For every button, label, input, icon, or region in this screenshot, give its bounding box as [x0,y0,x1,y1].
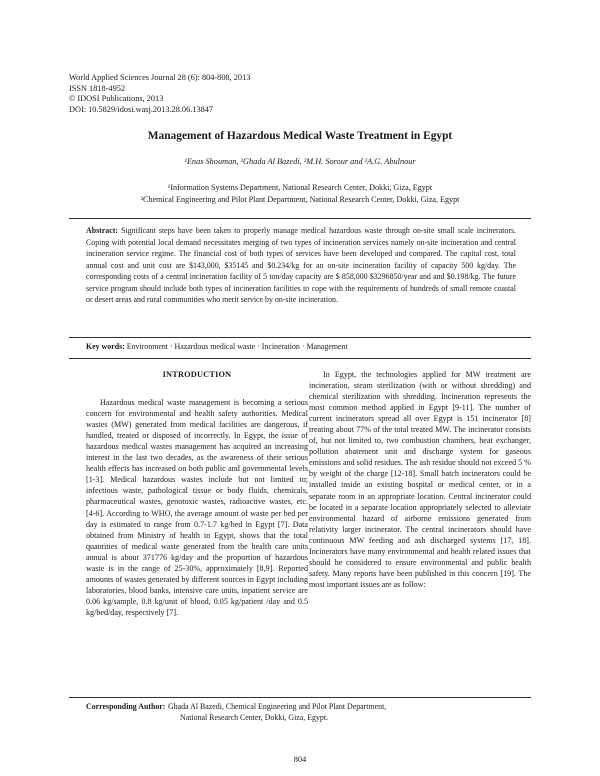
abstract [86,225,516,306]
affiliation-1: ¹Information Systems Department, National Research Center, Dokki, Giza, Egypt [167,183,433,192]
issn: ISSN 1818-4952 [69,83,126,93]
paper-title: Management of Hazardous Medical Waste Treatment in Egypt [147,130,453,142]
corresponding-author [86,701,526,723]
divider-bottom [69,358,531,359]
footnote-divider [69,697,531,698]
keywords-text: Environment · Hazardous medical waste · Incineration · Management [126,342,348,351]
section-heading-introduction: INTRODUCTION [162,370,232,379]
abstract-text: Significant steps have been taken to properly manage medical hazardous waste through on-site small scale incinerators. Coping with potential local demand necessitates merging of two types of incineration services namely on-site incineration and central incineration service regime. The financial cost of both types of services have been developed and compared. The capital cost, total annual cost and unit cost are $143,000, $35145 and $0.234/kg for an on-site incineration facility of capacity 500 kg/day. The corresponding costs of a central incineration facility of 5 ton/day capacity are $ 858,000 $3296850/year and and $0.198/kg. The future service program should include both types of incineration facilities to cope with the requirements of hundreds of small remote coastal or desert areas and rural communities who merit service by on-site incineration. [86,226,516,304]
intro-paragraph-1: Hazardous medical waste management is becoming a serious concern for environmental and health safety authorities. Medical wastes (MW) generated from medical facilities are dangerous, if handled, treated or disposed of incorrectly. In Egypt, the issue of hazardous medical wastes management has acquired an increasing interest in the last two decades, as the awareness of their serious health effects has increased on both public and governmental levels [1-3]. Medical hazardous wastes include but not limited to; infectious waste, pathological tissue or body fluids, chemicals, pharmaceutical wastes, genotoxic wastes, radioactive wastes, etc. [4-6]. According to WHO, the average amount of waste per bed per day is estimated to range from 0.7-1.7 kg/bed in Egypt [7]. Data obtained from Ministry of health in Egypt, shows that the total quantities of medical waste generated from the health care units annual is about 371776 kg/day and the proportion of hazardous waste is in the range of 25-30%, approximately [8,9]. Reported amounts of wastes generated by different sources in Egypt including laboratories, blood banks, intensive care units, inpatient service are 0.06 kg/sample, 0.8 kg/unit of blood, 0.05 kg/patient /day and 0.5 kg/bed/day, respectively [7]. [86,398,308,617]
left-column [86,369,308,618]
abstract-label: Abstract: [86,226,118,235]
corresponding-label: Corresponding Author: [86,702,166,711]
corresponding-details [168,701,508,723]
journal-header [69,73,369,115]
author-list: ¹Enas Shouman, ²Ghada Al Bazedi, ²M.H. Sorour and ²A.G. Abulnour [184,157,416,166]
intro-paragraph-2: In Egypt, the technologies applied for MW treatment are incineration, steam sterilization (with or without shredding) and chemical sterilization with shredding. Incineration represents the most common method applied in Egypt [9-11]. The number of current incinerators spread all over Egypt is 151 incinerator [8] treating about 77% of the total treated MW. The incinerator consists of, but not limited to, two combustion chambers, heat exchanger, pollution abatement unit and discharge system for gaseous emissions and solid residues. The ash residue should not exceed 5 % by weight of the charge [12-18]. Small batch incinerators could be installed inside an existing hospital or medical center, or in a separate room in an appropriate location. Central incinerator could be located in a separate location appropriately selected to alleviate environmental hazard of airborne emissions generated from relativity larger incinerator. The central incinerators should have continuous MW feeding and ash discharged systems [17, 18]. Incinerators have many environmental and health related issues that should be considered to ensure environmental and public health safety. Many reports have been published in this concern [19]. The most important issues are as follow: [309,370,531,589]
keywords-label: Key words: [86,342,125,351]
keywords [86,342,526,351]
corresponding-line-2: National Research Center, Dokki, Giza, Egypt. [180,713,329,722]
doi: DOI: 10.5829/idosi.wasj.2013.28.06.13847 [69,104,214,114]
affiliation-2: ²Chemical Engineering and Pilot Plant Department, National Research Center, Dokki, Giza, Egypt [140,195,460,204]
right-column [309,369,531,590]
corresponding-line-1: Ghada Al Bazedi, Chemical Engineering and Pilot Plant Department, [168,702,387,711]
divider-top [69,218,531,219]
copyright: © IDOSI Publications, 2013 [69,94,164,104]
journal-citation: World Applied Sciences Journal 28 (6): 804-808, 2013 [69,73,251,82]
page-number: 804 [293,755,307,764]
divider-middle [69,337,531,338]
